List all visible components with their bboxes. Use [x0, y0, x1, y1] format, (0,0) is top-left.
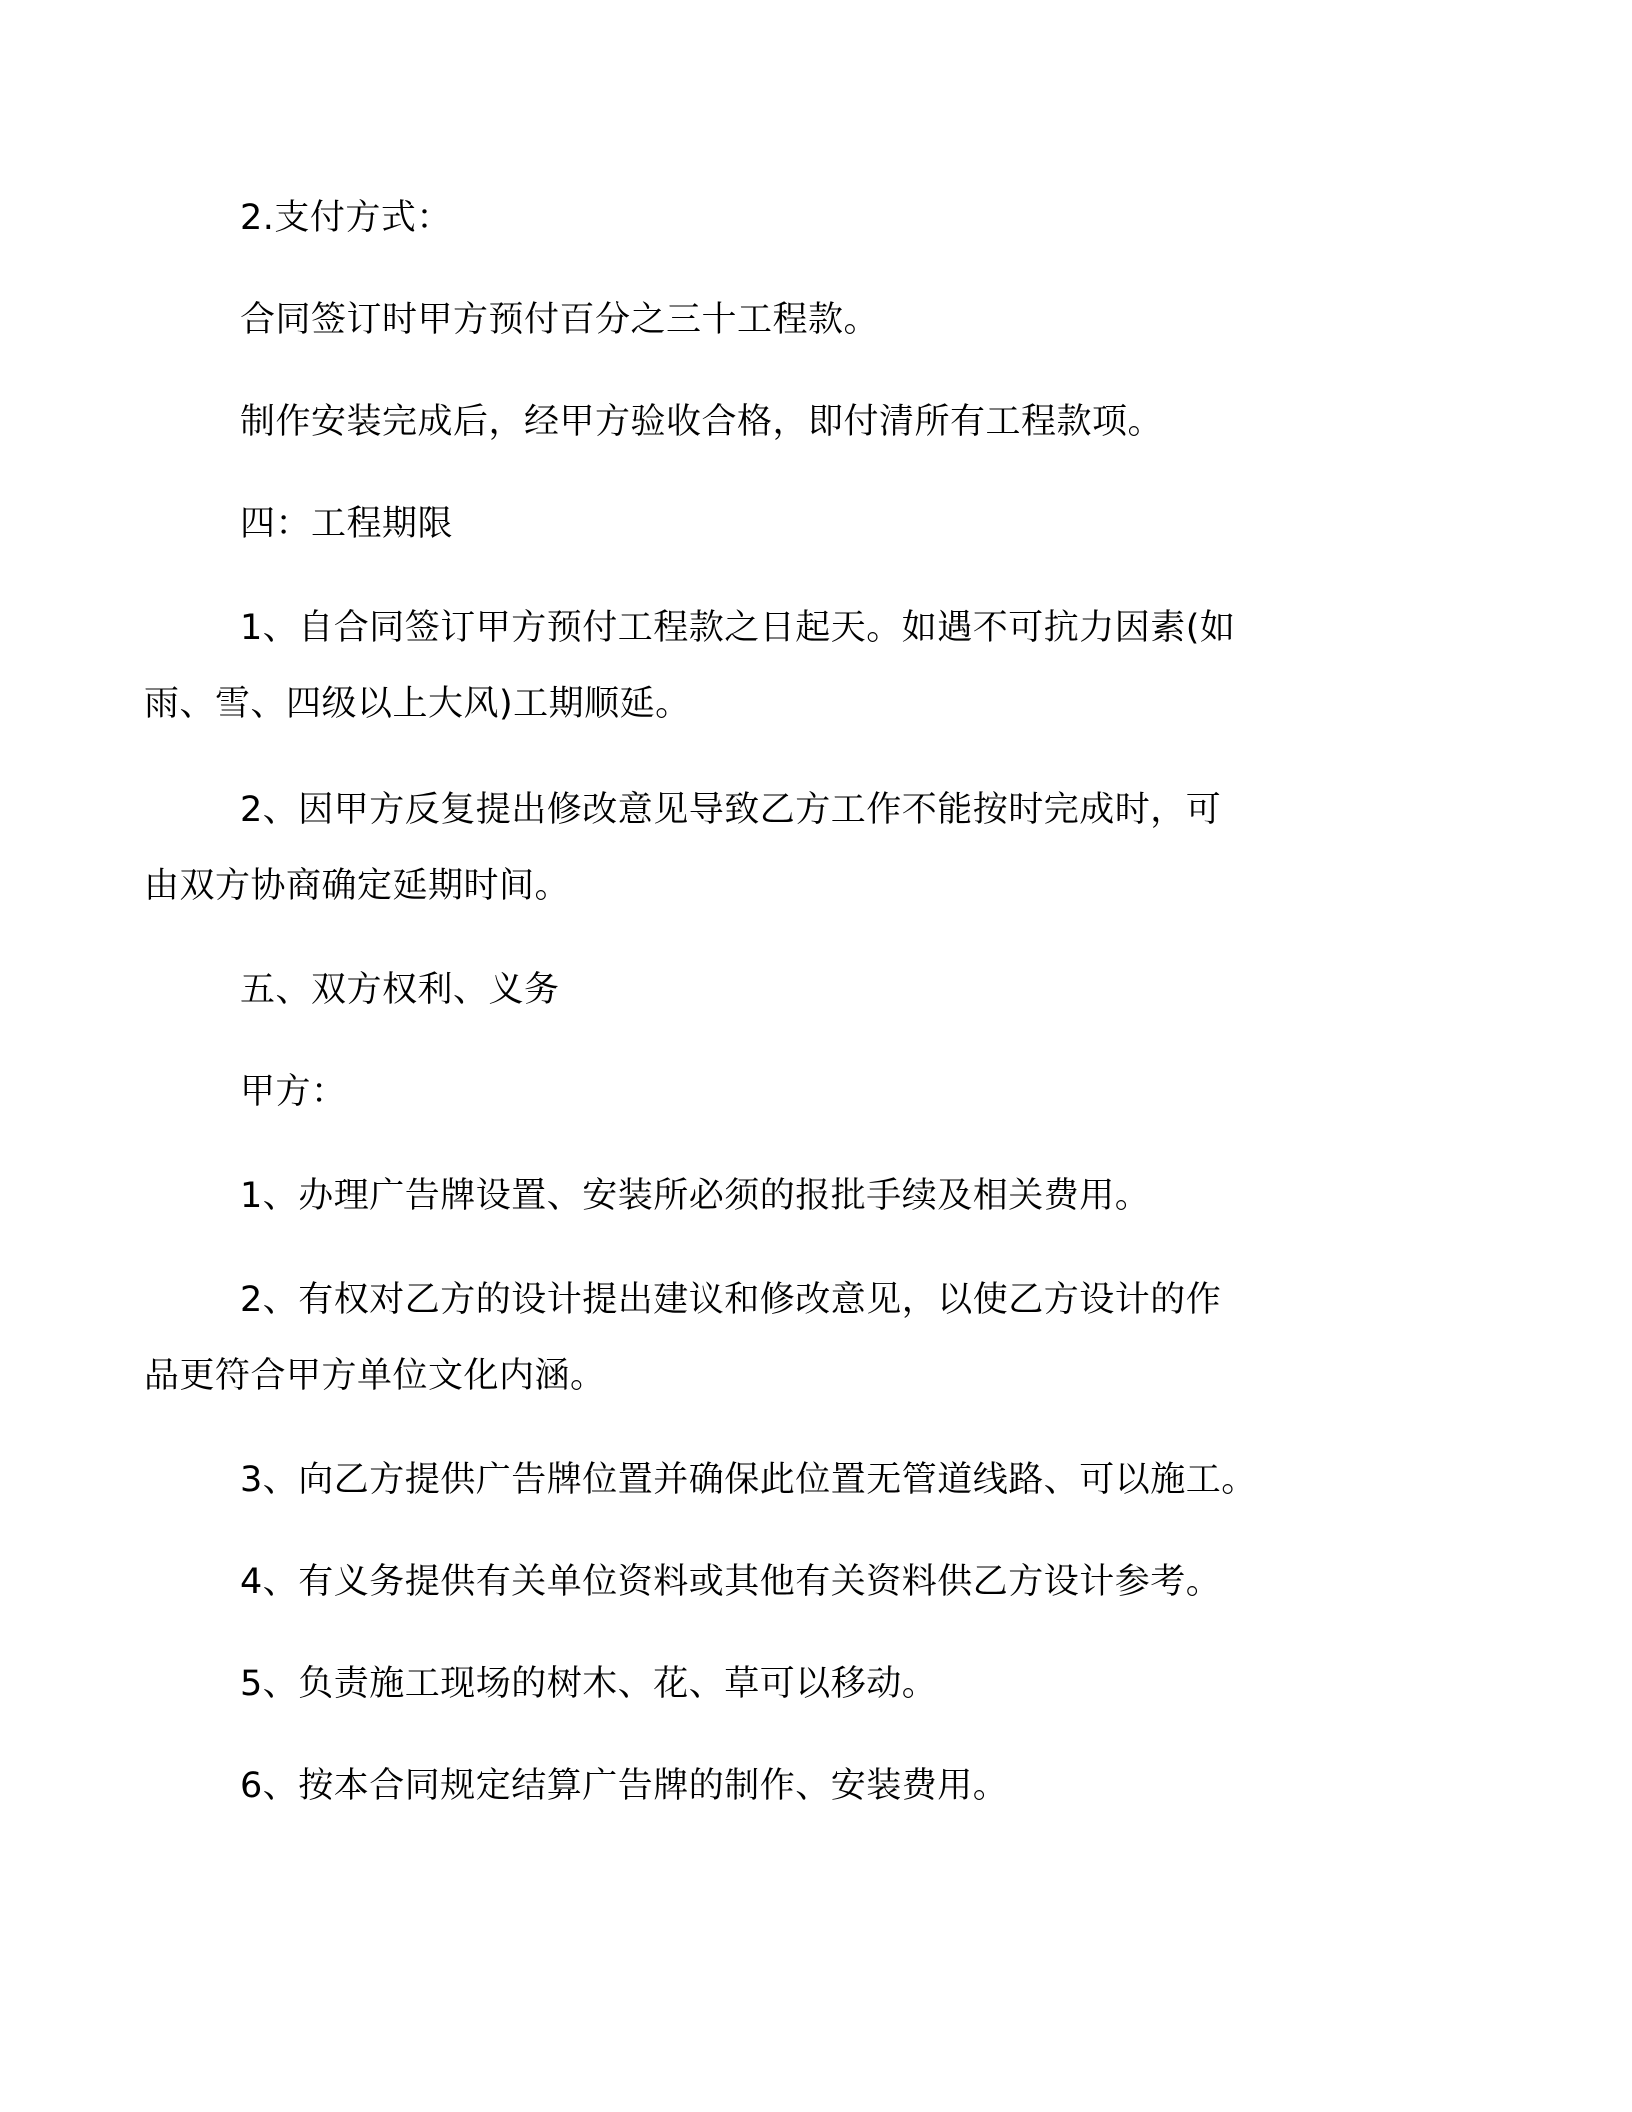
text-line: 4、有义务提供有关单位资料或其他有关资料供乙方设计参考。	[240, 1562, 1222, 1602]
party-a-item-5	[240, 1646, 1385, 1722]
paragraph-advance-payment	[240, 282, 1385, 358]
text-line: 3、向乙方提供广告牌位置并确保此位置无管道线路、可以施工。	[240, 1460, 1257, 1500]
section-heading-project-period	[240, 486, 1385, 562]
text-line: 2、有权对乙方的设计提出建议和修改意见，以使乙方设计的作	[240, 1280, 1222, 1320]
text-line: 四：工程期限	[240, 504, 454, 544]
text-line: 雨、雪、四级以上大风)工期顺延。	[144, 684, 691, 724]
text-line: 五、双方权利、义务	[240, 970, 560, 1010]
text-line: 由双方协商确定延期时间。	[144, 866, 571, 906]
party-a-item-6	[240, 1748, 1385, 1824]
paragraph-period-item-1	[144, 590, 1385, 742]
paragraph-period-item-2	[144, 772, 1385, 924]
paragraph-payment-method-heading	[240, 180, 1385, 256]
section-heading-rights-obligations	[240, 952, 1385, 1028]
text-line: 2、因甲方反复提出修改意见导致乙方工作不能按时完成时，可	[240, 790, 1222, 830]
party-a-item-3	[240, 1442, 1385, 1518]
party-a-heading	[240, 1054, 1385, 1130]
text-line: 1、自合同签订甲方预付工程款之日起天。如遇不可抗力因素(如	[240, 608, 1236, 648]
party-a-item-2	[144, 1262, 1385, 1414]
text-line: 合同签订时甲方预付百分之三十工程款。	[240, 300, 880, 340]
text-line: 2.支付方式：	[240, 198, 452, 238]
party-a-item-4	[240, 1544, 1385, 1620]
text-line: 甲方：	[240, 1072, 347, 1112]
text-line: 制作安装完成后，经甲方验收合格，即付清所有工程款项。	[240, 402, 1164, 442]
text-line: 品更符合甲方单位文化内涵。	[144, 1356, 606, 1396]
text-line: 5、负责施工现场的树木、花、草可以移动。	[240, 1664, 938, 1704]
text-line: 1、办理广告牌设置、安装所必须的报批手续及相关费用。	[240, 1176, 1151, 1216]
paragraph-final-payment	[240, 384, 1385, 460]
party-a-item-1	[240, 1158, 1385, 1234]
text-line: 6、按本合同规定结算广告牌的制作、安装费用。	[240, 1766, 1009, 1806]
